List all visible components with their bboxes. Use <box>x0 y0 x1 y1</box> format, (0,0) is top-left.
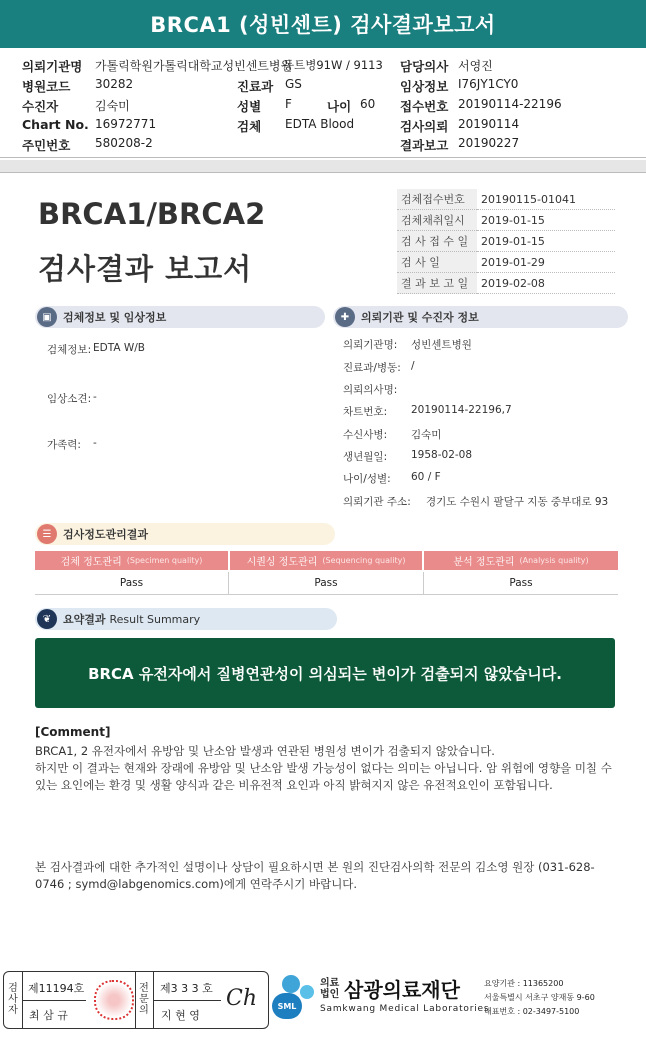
header-value: 서영진 <box>458 59 493 73</box>
header-value: 580208-2 <box>95 136 153 150</box>
family-value: - <box>93 437 97 449</box>
quality-header <box>35 551 228 570</box>
meta-key: 검 사 일 <box>397 252 477 273</box>
specialist-label: 전문의 <box>139 983 149 1016</box>
inst-key: 수신사병: <box>343 429 388 441</box>
specialist-name: 지 현 영 <box>161 1009 200 1022</box>
inst-key: 의뢰의사명: <box>343 384 398 396</box>
quality-header-en: (Specimen quality) <box>126 556 203 565</box>
inspector-number: 제11194호 <box>28 982 85 995</box>
header-label: 병원코드 <box>22 79 71 94</box>
sml-logo <box>272 975 316 1019</box>
inst-value: 1958-02-08 <box>411 449 473 461</box>
inst-value: 경기도 수원시 팔달구 지동 중부대로 93 <box>426 496 609 508</box>
signature: Ch <box>226 986 258 1011</box>
header-label: 임상정보 <box>400 79 449 94</box>
header-value: 20190227 <box>458 136 520 150</box>
quality-header-ko: 검체 정도관리 <box>60 557 122 568</box>
specialist-number: 제3 3 3 호 <box>160 982 213 995</box>
clipboard-icon: ▣ <box>37 307 57 327</box>
quality-header-ko: 분석 정도관리 <box>453 557 515 568</box>
quality-header-en: (Sequencing quality) <box>322 556 406 565</box>
inst-value: 김숙미 <box>411 429 442 441</box>
footer <box>0 968 646 1038</box>
divider <box>0 172 646 173</box>
report-title-bar <box>0 0 646 48</box>
meta-key: 검체접수번호 <box>397 189 477 210</box>
header-value: 가톨릭학원가톨릭대학교성빈센트병원 <box>95 59 293 73</box>
specimen-section-header <box>35 306 325 328</box>
header-label: 검체 <box>237 119 262 134</box>
divider <box>0 157 646 158</box>
header-label: 의뢰기관명 <box>22 59 83 74</box>
report-heading-2: 검사결과 보고서 <box>38 252 253 286</box>
header-label: 수진자 <box>22 99 59 114</box>
header-label: 검사의뢰 <box>400 119 449 134</box>
report-heading-1: BRCA1/BRCA2 <box>38 197 266 231</box>
comment-title: [Comment] <box>35 725 111 739</box>
header-label: 결과보고 <box>400 138 449 153</box>
logo-text: SML <box>272 993 302 1019</box>
inst-value: 20190114-22196,7 <box>411 404 512 416</box>
org-info: 서울특별시 서초구 양재동 9-60 <box>484 993 595 1002</box>
header-label: 성별 <box>237 99 262 114</box>
inspector-label: 검사자 <box>8 983 18 1016</box>
result-summary-text: BRCA 유전자에서 질병연관성이 의심되는 변이가 검출되지 않았습니다. <box>88 664 562 683</box>
checklist-icon: ☰ <box>37 524 57 544</box>
inst-key: 의뢰기관 주소: <box>343 496 411 508</box>
patient-header <box>0 48 646 156</box>
inst-key: 의뢰기관명: <box>343 339 398 351</box>
quality-header <box>424 551 618 570</box>
meta-value: 20190115-01041 <box>477 189 615 210</box>
header-label: 접수번호 <box>400 99 449 114</box>
clinical-label: 임상소견: <box>47 393 92 405</box>
quality-header-en: (Analysis quality) <box>519 556 589 565</box>
section-title: 검사정도관리결과 <box>63 528 149 541</box>
inst-value: 성빈센트병원 <box>411 339 472 351</box>
header-value: I76JY1CY0 <box>458 77 519 91</box>
report-title: BRCA1 (성빈센트) 검사결과보고서 <box>150 13 496 37</box>
quality-header-ko: 시퀀싱 정도관리 <box>246 557 318 568</box>
age-value: 60 <box>360 97 376 111</box>
comment-paragraph: 하지만 이 결과는 현재와 장래에 유방암 및 난소암 발생 가능성이 없다는 의미는 아닙니다. 암 위험에 영향을 미칠 수 있는 요인에는 환경 및 생활 양식과 같은 비유전적 요인과 아직 밝혀지지 않은 유전적요인이 포함됩니다. <box>35 761 612 792</box>
header-label: 주민번호 <box>22 138 71 153</box>
section-title: 검체정보 및 임상정보 <box>63 311 167 324</box>
inst-key: 생년월일: <box>343 451 388 463</box>
header-value: 16972771 <box>95 117 157 131</box>
summary-section-header <box>35 608 337 630</box>
meta-key: 검체채취일시 <box>397 210 477 231</box>
meta-value: 2019-01-15 <box>477 231 615 252</box>
ward-value: 동트병91W / 9113 <box>283 58 383 72</box>
inst-key: 진료과/병동: <box>343 362 401 374</box>
inst-value: 60 / F <box>411 471 441 483</box>
family-label: 가족력: <box>47 439 81 451</box>
header-value: 20190114 <box>458 117 520 131</box>
header-label: 진료과 <box>237 79 274 94</box>
meta-value: 2019-01-29 <box>477 252 615 273</box>
official-seal <box>94 980 134 1020</box>
header-label: Chart No. <box>22 117 89 132</box>
quality-result: Pass <box>424 572 618 595</box>
summary-title-en: Result Summary <box>109 612 201 626</box>
org-info: 요양기관 : 11365200 <box>484 979 564 988</box>
meta-key: 검 사 접 수 일 <box>397 231 477 252</box>
section-title: 의뢰기관 및 수진자 정보 <box>361 311 479 324</box>
inst-value: / <box>411 360 415 372</box>
clinical-value: - <box>93 391 97 403</box>
summary-title-ko: 요약결과 <box>63 613 106 626</box>
quality-result: Pass <box>35 572 229 595</box>
header-value: F <box>285 97 292 111</box>
specimen-value: EDTA W/B <box>93 342 145 354</box>
contact-paragraph: 본 검사결과에 대한 추가적인 설명이나 상담이 필요하시면 본 원의 진단검사의학 전문의 김소영 원장 (031-628-0746 ; symd@labgenomics.com)에게 연락주시기 바랍니다. <box>35 860 595 891</box>
header-label: 담당의사 <box>400 59 449 74</box>
institution-section-header <box>333 306 628 328</box>
result-summary-banner <box>35 638 615 708</box>
inst-key: 차트번호: <box>343 406 388 418</box>
ribbon-icon: ❦ <box>37 609 57 629</box>
header-value: 30282 <box>95 77 134 91</box>
meta-value: 2019-01-15 <box>477 210 615 231</box>
quality-result: Pass <box>229 572 424 595</box>
header-value: 김숙미 <box>95 99 130 113</box>
signature-box <box>3 971 269 1029</box>
inspector-name: 최 삼 규 <box>29 1009 68 1022</box>
org-info: 대표번호 : 02-3497-5100 <box>484 1007 580 1016</box>
age-label: 나이 <box>327 99 352 114</box>
meta-value: 2019-02-08 <box>477 273 615 294</box>
page-gap <box>0 160 646 172</box>
meta-key: 결 과 보 고 일 <box>397 273 477 294</box>
header-value: 20190114-22196 <box>458 97 562 111</box>
org-name: 삼광의료재단 <box>344 978 460 1002</box>
report-dates-table <box>397 189 615 294</box>
inst-key: 나이/성별: <box>343 473 391 485</box>
specimen-label: 검체정보: <box>47 344 92 356</box>
quality-section-header <box>35 523 335 545</box>
org-english: Samkwang Medical Laboratories <box>320 1004 490 1014</box>
hospital-icon: ✚ <box>335 307 355 327</box>
header-value: EDTA Blood <box>285 117 355 131</box>
quality-header <box>230 551 422 570</box>
org-type: 의료법인 <box>320 978 340 1000</box>
comment-paragraph: BRCA1, 2 유전자에서 유방암 및 난소암 발생과 연관된 병원성 변이가 검출되지 않았습니다. <box>35 744 495 758</box>
header-value: GS <box>285 77 302 91</box>
